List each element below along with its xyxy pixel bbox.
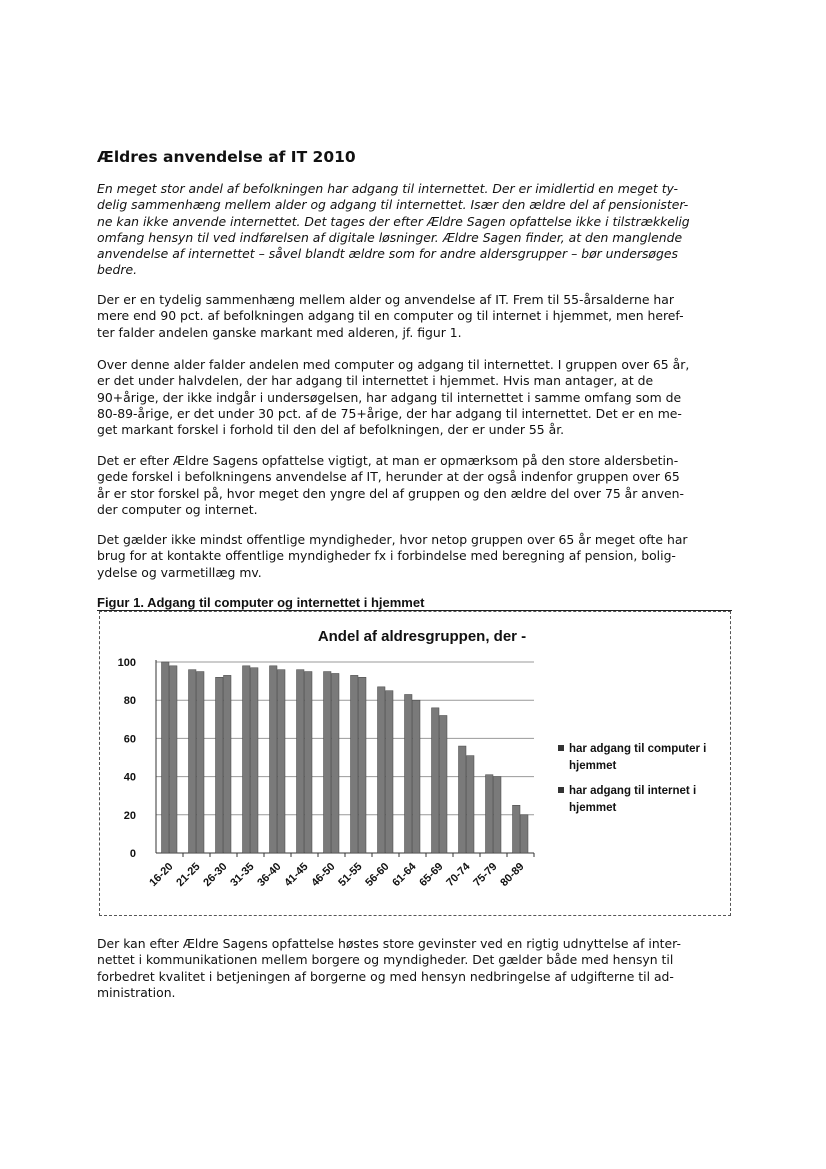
bar-computer: [351, 675, 359, 853]
text-line: ministration.: [97, 984, 176, 1000]
bar-chart: [100, 612, 730, 915]
text-line: Der er en tydelig sammenhæng mellem alder og anvendelse af IT. Frem til 55-årsalderne har: [97, 292, 674, 307]
bar-internet: [251, 668, 259, 853]
axes: [156, 660, 534, 857]
bar-internet: [224, 675, 232, 853]
text-line: Det gælder ikke mindst offentlige myndigheder, hvor netop gruppen over 65 år meget ofte har: [97, 532, 688, 547]
figure-caption: Figur 1. Adgang til computer og internettet i hjemmet: [97, 595, 425, 610]
body-paragraph-3: [97, 453, 733, 518]
bar-computer: [189, 670, 197, 853]
bar-internet: [332, 673, 340, 853]
legend-label: hjemmet: [569, 760, 617, 772]
x-tick-labels: [147, 860, 526, 889]
x-tick-label: 56-60: [363, 860, 392, 890]
body-paragraph-2: [97, 357, 733, 438]
bar-internet: [467, 756, 475, 853]
text-line: mere end 90 pct. af befolkningen adgang til en computer og til internet i hjemmet, men heref-: [97, 308, 684, 324]
bar-computer: [405, 694, 413, 853]
body-paragraph-4: [97, 532, 733, 581]
text-line: ne kan ikke anvende internettet. Det tages der efter Ældre Sagen opfattelse ikke i tilstrækkelig: [97, 213, 690, 229]
bar-computer: [324, 672, 332, 853]
text-line: forbedret kvalitet i betjeningen af borgerne og med hensyn nedbringelse af udgifterne til ad-: [97, 968, 674, 984]
x-tick-label: 41-45: [282, 860, 311, 890]
bar-computer: [459, 746, 467, 853]
legend-swatch: [558, 787, 564, 793]
x-tick-label: 61-64: [390, 860, 419, 890]
body-paragraph-1: [97, 292, 733, 341]
text-line: bedre.: [97, 262, 138, 278]
legend: [558, 743, 706, 814]
text-line: gede forskel i befolkningens anvendelse af IT, herunder at der også indenfor gruppen over 65: [97, 469, 680, 485]
body-paragraph-5: [97, 936, 733, 1001]
text-line: år er stor forskel på, hvor meget den yngre del af gruppen og den ældre del over 75 år anven-: [97, 485, 685, 501]
bar-internet: [170, 666, 178, 853]
bar-computer: [378, 687, 386, 853]
y-tick-label: 0: [129, 848, 136, 860]
bar-internet: [359, 677, 367, 853]
legend-swatch: [558, 745, 564, 751]
x-tick-label: 31-35: [228, 860, 257, 890]
text-line: 90+årige, der ikke indgår i undersøgelsen, har adgang til internettet i samme omfang som de: [97, 389, 682, 405]
bar-computer: [216, 677, 224, 853]
y-tick-label: 20: [123, 809, 136, 822]
bar-computer: [243, 666, 251, 853]
chart-title: Andel af aldresgruppen, der -: [317, 628, 527, 645]
text-line: ter falder andelen ganske markant med alderen, jf. figur 1.: [97, 324, 462, 340]
bar-computer: [513, 805, 521, 853]
legend-label: har adgang til internet i: [569, 785, 697, 797]
bar-internet: [278, 670, 286, 853]
y-tick-label: 60: [123, 733, 136, 746]
text-line: En meget stor andel af befolkningen har adgang til internettet. Der er imidlertid en meget ty-: [97, 181, 678, 196]
legend-label: hjemmet: [569, 802, 617, 814]
x-tick-label: 80-89: [498, 860, 527, 890]
x-tick-label: 70-74: [444, 860, 473, 890]
text-line: Over denne alder falder andelen med computer og adgang til internettet. I gruppen over 65 år,: [97, 357, 690, 372]
bar-computer: [162, 662, 170, 853]
x-tick-label: 26-30: [201, 860, 230, 890]
y-tick-label: 80: [123, 695, 136, 708]
y-tick-labels: [118, 657, 136, 860]
x-tick-label: 46-50: [309, 860, 338, 890]
bar-internet: [386, 691, 394, 853]
bar-computer: [270, 666, 278, 853]
text-line: ydelse og varmetillæg mv.: [97, 564, 262, 580]
bar-internet: [521, 815, 529, 853]
document-title: Ældres anvendelse af IT 2010: [97, 148, 356, 166]
gridlines: [156, 662, 534, 815]
bar-internet: [305, 672, 313, 853]
bar-internet: [494, 777, 502, 853]
bar-internet: [197, 672, 205, 853]
text-line: Der kan efter Ældre Sagens opfattelse høstes store gevinster ved en rigtig udnyttelse af inter-: [97, 936, 681, 951]
y-tick-label: 100: [117, 657, 136, 669]
x-tick-label: 36-40: [255, 860, 284, 890]
x-tick-label: 16-20: [147, 860, 176, 890]
bar-computer: [432, 708, 440, 853]
x-tick-label: 21-25: [174, 860, 203, 890]
text-line: anvendelse af internettet – såvel blandt ældre som for andre aldersgrupper – bør undersøges: [97, 246, 678, 262]
text-line: er det under halvdelen, der har adgang til internettet i hjemmet. Hvis man antager, at de: [97, 373, 654, 389]
chart-frame: [99, 611, 731, 916]
text-line: delig sammenhæng mellem alder og adgang til internettet. Især den ældre del af pensionister-: [97, 197, 689, 213]
text-line: 80-89-årige, er det under 30 pct. af de 75+årige, der har adgang til internettet. Det er en me-: [97, 405, 682, 421]
bar-internet: [413, 700, 421, 853]
bar-computer: [297, 670, 305, 853]
legend-label: har adgang til computer i: [569, 743, 707, 755]
y-tick-label: 40: [123, 771, 136, 784]
x-tick-label: 65-69: [417, 860, 446, 890]
x-tick-label: 51-55: [336, 860, 365, 890]
text-line: brug for at kontakte offentlige myndigheder fx i forbindelse med beregning af pension, bolig-: [97, 548, 676, 564]
text-line: get markant forskel i forhold til den del af befolkningen, der er under 55 år.: [97, 422, 565, 438]
text-line: der computer og internet.: [97, 501, 258, 517]
bar-computer: [486, 775, 494, 853]
text-line: Det er efter Ældre Sagens opfattelse vigtigt, at man er opmærksom på den store aldersbetin-: [97, 453, 679, 468]
text-line: nettet i kommunikationen mellem borgere og myndigheder. Det gælder både med hensyn til: [97, 952, 674, 968]
bars: [162, 662, 529, 853]
intro-paragraph: [97, 181, 733, 279]
text-line: omfang hensyn til ved indførelsen af digitale løsninger. Ældre Sagen finder, at den manglende: [97, 229, 683, 245]
bar-internet: [440, 715, 448, 853]
x-tick-label: 75-79: [471, 860, 500, 890]
